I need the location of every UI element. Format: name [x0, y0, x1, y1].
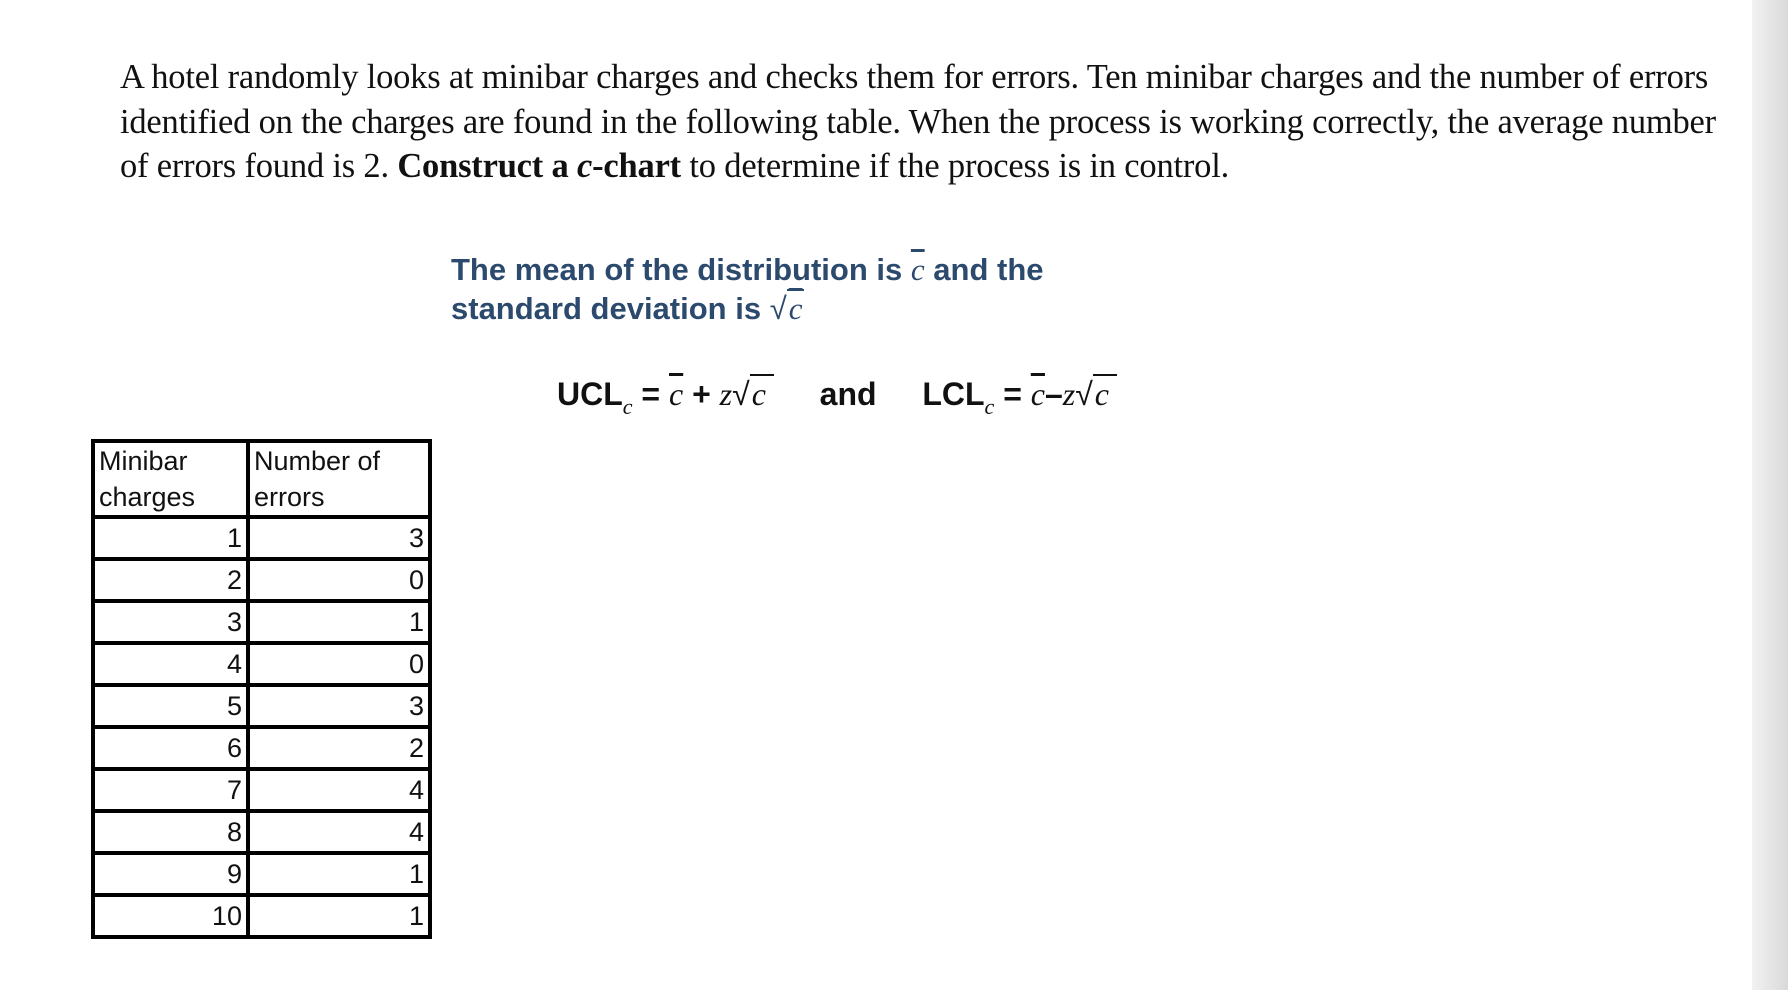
c-bar-symbol: c	[788, 291, 803, 326]
errors-cell: 3	[248, 517, 430, 559]
errors-cell: 2	[248, 727, 430, 769]
charge-cell: 8	[93, 811, 248, 853]
and-word: and	[819, 376, 877, 412]
sqrt-symbol: √	[732, 376, 750, 412]
table-row	[93, 769, 430, 811]
charge-cell: 3	[93, 601, 248, 643]
table-row	[93, 895, 430, 937]
problem-text: A hotel randomly looks at minibar charges and checks them for errors. Ten minibar charges and the number of errors identified on the charges are found in the following table. When the process is working correctly, the average number of errors found is 2.	[120, 58, 1716, 185]
problem-text-end: to determine if the process is in control.	[689, 147, 1230, 185]
charge-cell: 7	[93, 769, 248, 811]
problem-bold-construct: Construct a c-chart	[397, 147, 681, 185]
table-row	[93, 727, 430, 769]
errors-cell: 0	[248, 559, 430, 601]
charge-cell: 10	[93, 895, 248, 937]
errors-cell: 1	[248, 853, 430, 895]
note-line-2: standard deviation is √c	[451, 291, 803, 326]
sqrt-symbol: √	[769, 291, 787, 326]
errors-cell: 0	[248, 643, 430, 685]
table-row	[93, 559, 430, 601]
problem-statement	[120, 55, 1745, 189]
lcl-formula: $LCL_c = \overline{c}-z√c$	[922, 376, 1117, 412]
charge-cell: 1	[93, 517, 248, 559]
table-row	[93, 685, 430, 727]
charge-cell: 5	[93, 685, 248, 727]
note-line-1: The mean of the distribution is $\overline{c}$ and the	[451, 252, 1044, 287]
errors-table	[91, 439, 432, 939]
table-row	[93, 517, 430, 559]
table-row	[93, 853, 430, 895]
table-row	[93, 601, 430, 643]
distribution-note	[451, 250, 1044, 328]
table-row	[93, 643, 430, 685]
charge-cell: 6	[93, 727, 248, 769]
header-number-of-errors: Number of errors	[248, 441, 430, 517]
errors-cell: 4	[248, 769, 430, 811]
header-minibar-charges: Minibar charges	[93, 441, 248, 517]
ucl-formula: $UCL_c = \overline{c} + z√c$	[557, 376, 783, 412]
charge-cell: 2	[93, 559, 248, 601]
c-bar-symbol: $\overline{c}$	[910, 252, 925, 287]
errors-cell: 1	[248, 601, 430, 643]
table-row	[93, 811, 430, 853]
sqrt-symbol: √	[1075, 376, 1093, 412]
control-limit-formulas	[557, 376, 1117, 419]
table-header-row	[93, 441, 430, 517]
charge-cell: 4	[93, 643, 248, 685]
errors-cell: 1	[248, 895, 430, 937]
errors-cell: 3	[248, 685, 430, 727]
errors-cell: 4	[248, 811, 430, 853]
page-edge-shadow	[1752, 0, 1788, 990]
charge-cell: 9	[93, 853, 248, 895]
